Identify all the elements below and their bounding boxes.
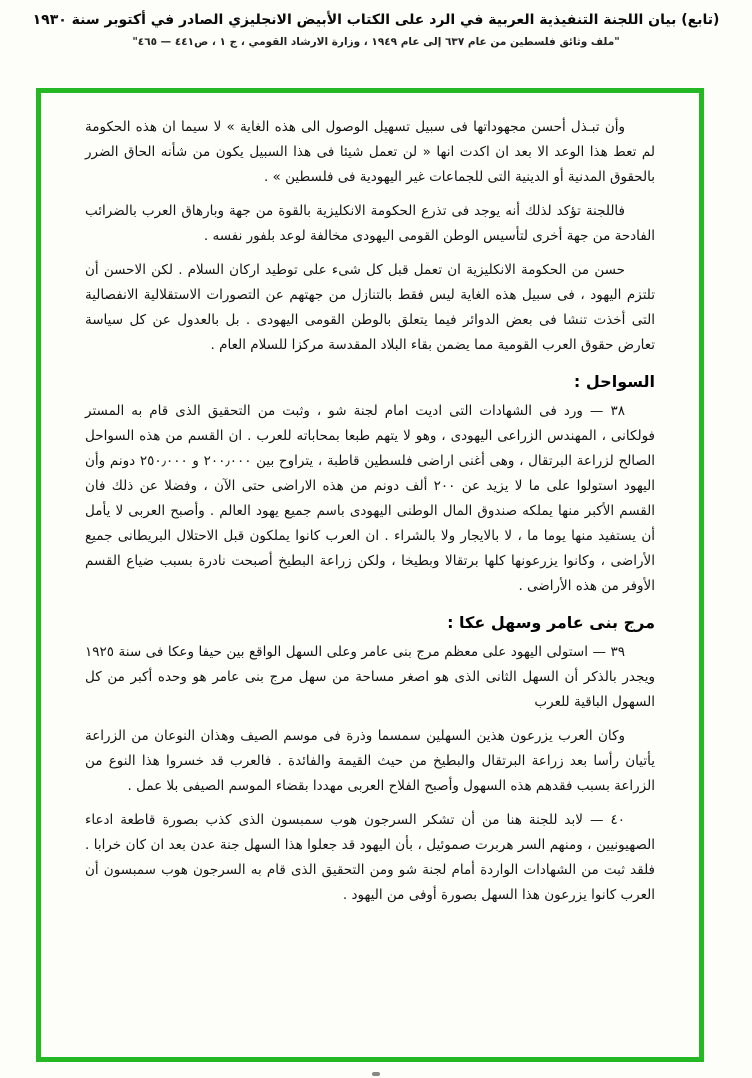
document-body bbox=[85, 115, 655, 908]
page-header bbox=[0, 0, 752, 48]
paragraph: وكان العرب يزرعون هذين السهلين سمسما وذرة فى موسم الصيف وهذان النوعان من الزراعة يأتيان رأسا بعد زراعة البرتقال والبطيخ من حيث القيمة والفائدة . فالعرب قد خسروا هذا النوع من الزراعة بسبب فقدهم هذه السهول وأصبح الفلاح العربى مهددا بقضاء الموسم الصيفى بلا عمل . bbox=[85, 728, 655, 794]
paragraph: وأن تبـذل أحسن مجهوداتها فى سبيل تسهيل الوصول الى هذه الغاية » لا سيما ان هذه الحكومة لم تعط هذا الوعد الا بعد ان اكدت انها « لن تعمل شيئا فى هذا السبيل يكون من شأنه الحاق الضرر بالحقوق المدنية أو الدينية التى للجماعات غير اليهودية فى فلسطين » . bbox=[85, 119, 655, 185]
section-heading-coasts: السواحل : bbox=[573, 372, 655, 391]
page-footer-mark bbox=[372, 1072, 380, 1076]
paragraph: حسن من الحكومة الانكليزية ان تعمل قبل كل شىء على توطيد اركان السلام . لكن الاحسن أن تلتزم اليهود ، فى سبيل هذه الغاية ليس فقط بالتنازل من جهتهم عن التصورات الاستقلالية الانفصالية التى أخذت تنشا فى بعض الدوائر فيما يتعلق بالوطن القومى اليهودى . بل بالعدول عن كل سياسة تعارض حقوق العرب القومية مما يضمن بقاء البلاد المقدسة مركزا للسلام العام . bbox=[85, 262, 655, 353]
paragraph: ٣٨ — ورد فى الشهادات التى اديت امام لجنة شو ، وثبت من التحقيق الذى قام به المستر فولكانى ، المهندس الزراعى اليهودى ، وهو لا يتهم طبعا بمحاباته للعرب . ان القسم من هذه السواحل الصالح لزراعة البرتقال ، وهى أغنى اراضى فلسطين قاطبة ، يتراوح بين ٢٠٠٫٠٠٠ و ٢٥٠٫٠٠٠ دونم وأن اليهود استولوا على ما لا يزيد عن ٢٠٠ ألف دونم من هذه الاراضى حتى الآن ، وفضلا عن ذلك فان القسم الأكبر منها يملكه صندوق المال الوطنى اليهودى باسم جميع يهود العالم . وأصبح العربى لا يأمل أن يستفيد منها يوما ما ، لا بالايجار ولا بالشراء . ان العرب كانوا يملكون قبل الاحتلال البريطانى جميع الأراضى ، وكانوا يزرعونها كلها برتقالا وبطيخا ، ولكن زراعة البطيخ أصبحت نادرة بسبب ضياع القسم الأوفر من هذه الأراضى . bbox=[85, 403, 655, 594]
source-citation: "ملف وثائق فلسطين من عام ٦٣٧ إلى عام ١٩٤٩ ، وزارة الارشاد القومي ، ج ١ ، ص٤٤١ — ٤٦٥" bbox=[132, 36, 620, 48]
content-frame bbox=[36, 88, 704, 1062]
paragraph: فاللجنة تؤكد لذلك أنه يوجد فى تذرع الحكومة الانكليزية بالقوة من جهة وبارهاق العرب بالضرائب الفادحة من جهة أخرى لتأسيس الوطن القومى اليهودى مخالفة لوعد بلفور نفسه . bbox=[85, 203, 655, 244]
document-title: (تابع) بيان اللجنة التنفيذية العربية في الرد على الكتاب الأبيض الانجليزي الصادر في أكتوبر سنة ١٩٣٠ bbox=[32, 12, 720, 28]
paragraph: ٣٩ — استولى اليهود على معظم مرج بنى عامر وعلى السهل الواقع بين حيفا وعكا فى سنة ١٩٢٥ ويجدر بالذكر أن السهل الثانى الذى هو اصغر مساحة من سهل مرج بنى عامر هو وحده أكبر من كل السهول الباقية للعرب bbox=[85, 644, 655, 710]
section-heading-marj-ibn-amer: مرج بنى عامر وسهل عكا : bbox=[447, 613, 655, 632]
paragraph: ٤٠ — لابد للجنة هنا من أن تشكر السرجون هوب سمبسون الذى كذب بصورة قاطعة ادعاء الصهيونيين ، ومنهم السر هربرت صموئيل ، بأن اليهود قد جعلوا هذا السهل جنة عدن بعد ان كان خرابا . فلقد ثبت من الشهادات الواردة أمام لجنة شو ومن التحقيق الذى قام به السرجون هوب سمبسون أن العرب كانوا يزرعون هذا السهل بصورة أوفى من اليهود . bbox=[85, 812, 655, 903]
